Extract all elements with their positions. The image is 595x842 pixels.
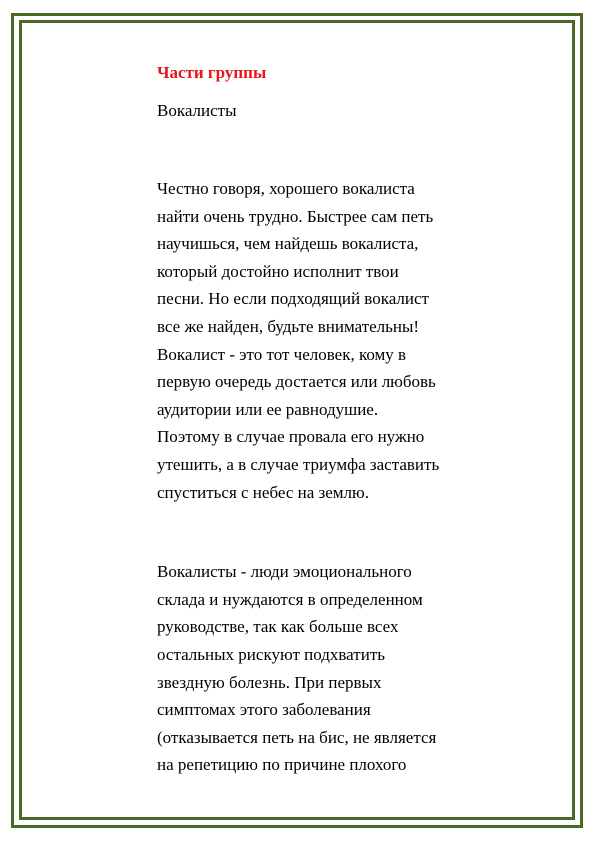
paragraph-1 — [157, 175, 497, 506]
text-line: склада и нуждаются в определенном — [157, 589, 423, 609]
section-heading: Вокалисты — [157, 101, 237, 120]
text-line: найти очень трудно. Быстрее сам петь — [157, 206, 434, 226]
text-line: звездную болезнь. При первых — [157, 672, 382, 692]
text-line: Честно говоря, хорошего вокалиста — [157, 179, 415, 198]
document-body — [157, 58, 497, 779]
text-line: на репетицию по причине плохого — [157, 755, 407, 775]
text-line: спуститься с небес на землю. — [157, 482, 369, 502]
text-line: симптомах этого заболевания — [157, 700, 371, 720]
text-line: Поэтому в случае провала его нужно — [157, 427, 425, 447]
document-title: Части группы — [157, 63, 267, 82]
text-line: аудитории или ее равнодушие. — [157, 399, 379, 419]
paragraph-2 — [157, 558, 497, 779]
text-line: руководстве, так как больше всех — [157, 617, 399, 637]
text-line: утешить, а в случае триумфа заставить — [157, 454, 440, 474]
text-line: первую очередь достается или любовь — [157, 372, 436, 392]
text-line: (отказывается петь на бис, не является — [157, 727, 437, 747]
text-line: научишься, чем найдешь вокалиста, — [157, 234, 419, 254]
text-line: все же найден, будьте внимательны! — [157, 316, 420, 336]
text-line: Вокалист - это тот человек, кому в — [157, 344, 407, 364]
text-line: который достойно исполнит твои — [157, 261, 399, 281]
text-line: остальных рискуют подхватить — [157, 644, 385, 664]
text-line: песни. Но если подходящий вокалист — [157, 289, 429, 309]
text-line: Вокалисты - люди эмоционального — [157, 562, 412, 582]
